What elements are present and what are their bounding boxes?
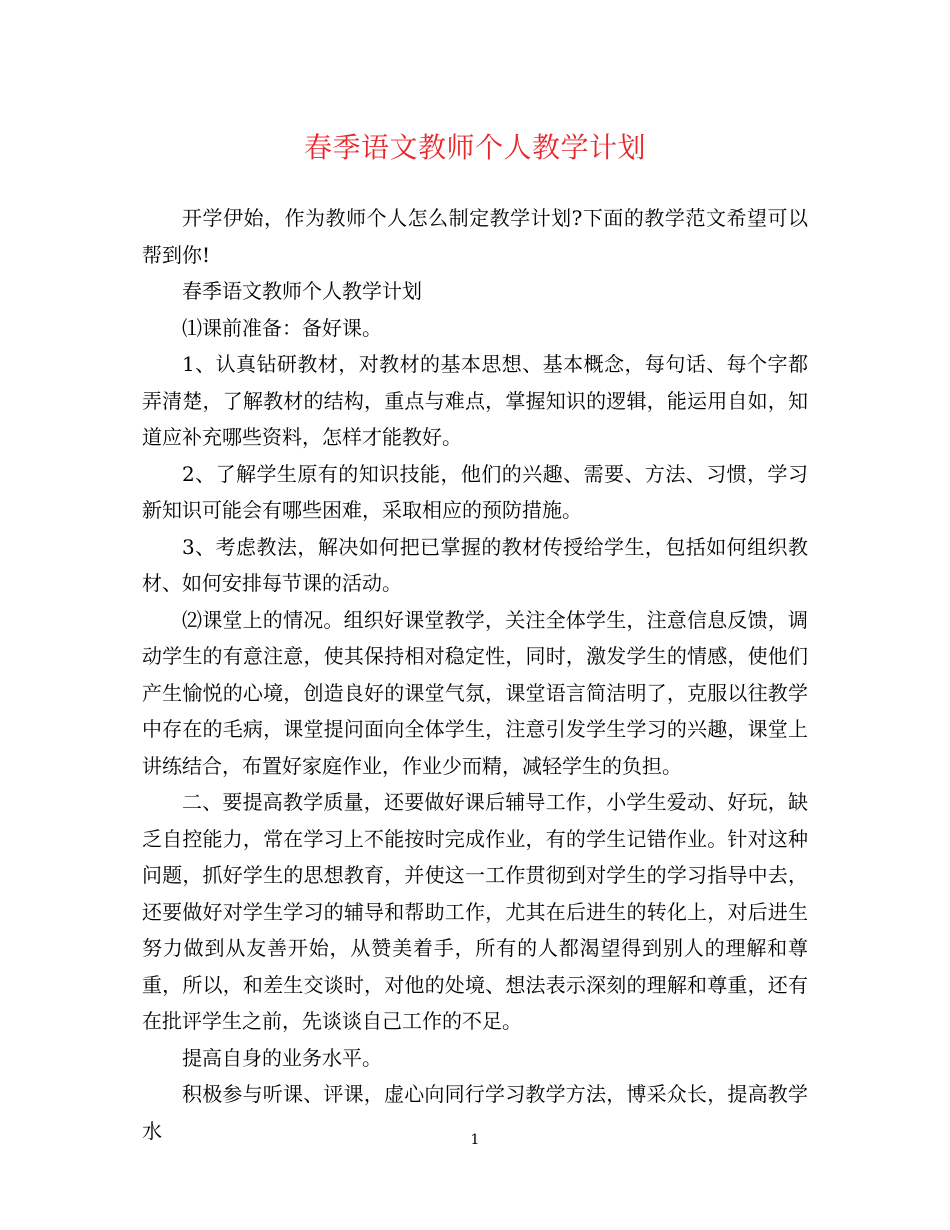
paragraph-heading: 春季语文教师个人教学计划 [182, 279, 422, 303]
page-number: 1 [470, 1132, 480, 1148]
paragraph-section-2: ⑵课堂上的情况。组织好课堂教学，关注全体学生，注意信息反馈，调动学生的有意注意，使其保持相对稳定性，同时，激发学生的情感，使他们产生愉悦的心境，创造良好的课堂气氛，课堂语言简洁明了，克服以往教学中存在的毛病，课堂提问面向全体学生，注意引发学生学习的兴趣，课堂上讲练结合，布置好家庭作业，作业少而精，减轻学生的负担。 [142, 607, 808, 778]
paragraph-part-2: 二、要提高教学质量，还要做好课后辅导工作，小学生爱动、好玩，缺乏自控能力，常在学习上不能按时完成作业，有的学生记错作业。针对这种问题，抓好学生的思想教育，并使这一工作贯彻到对学生的学习指导中去，还要做好对学生学习的辅导和帮助工作，尤其在后进生的转化上，对后进生努力做到从友善开始，从赞美着手，所有的人都渴望得到别人的理解和尊重，所以，和差生交谈时，对他的处境、想法表示深刻的理解和尊重，还有在批评学生之前，先谈谈自己工作的不足。 [142, 790, 808, 1033]
paragraph-item-1: 1、认真钻研教材，对教材的基本思想、基本概念，每句话、每个字都弄清楚，了解教材的结构，重点与难点，掌握知识的逻辑，能运用自如，知道应补充哪些资料，怎样才能教好。 [142, 352, 808, 449]
paragraph-subheading: 提高自身的业务水平。 [182, 1045, 382, 1070]
paragraph-intro: 开学伊始，作为教师个人怎么制定教学计划?下面的教学范文希望可以帮到你! [142, 206, 808, 267]
document-body [142, 200, 808, 1149]
paragraph-section-1: ⑴课前准备：备好课。 [182, 315, 382, 340]
paragraph-item-3: 3、考虑教法，解决如何把已掌握的教材传授给学生，包括如何组织教材、如何安排每节课的活动。 [142, 534, 808, 595]
document-title: 春季语文教师个人教学计划 [303, 131, 646, 164]
paragraph-item-2: 2、了解学生原有的知识技能，他们的兴趣、需要、方法、习惯，学习新知识可能会有哪些困难，采取相应的预防措施。 [142, 461, 808, 522]
paragraph-last: 积极参与听课、评课，虚心向同行学习教学方法，博采众长，提高教学水 [142, 1082, 808, 1143]
